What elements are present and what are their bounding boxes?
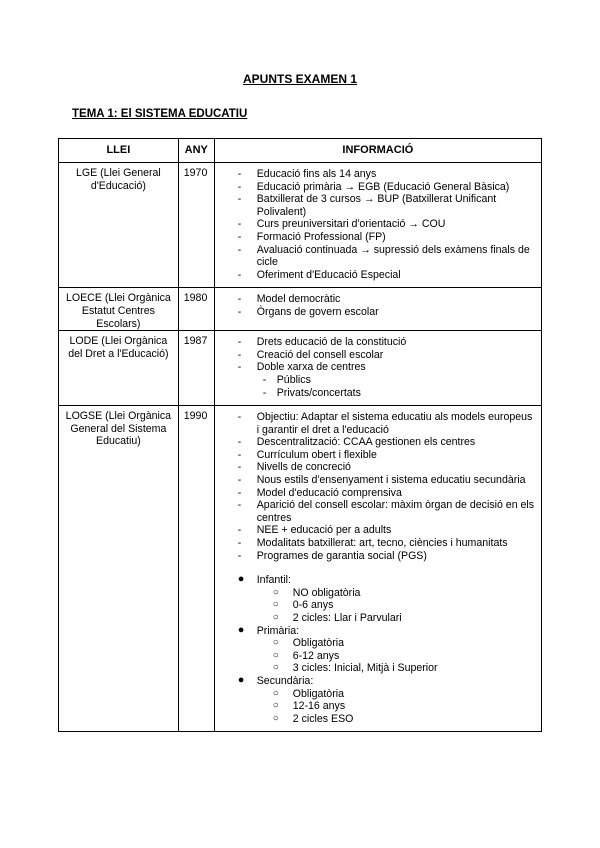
stage-item xyxy=(215,574,537,624)
law-year: 1990 xyxy=(178,406,214,732)
law-info xyxy=(214,406,541,732)
law-info xyxy=(214,288,541,331)
info-list xyxy=(215,168,537,281)
bullet-icon: ● xyxy=(237,673,245,686)
stage-detail: ○ 6-12 anys xyxy=(272,649,340,662)
law-year: 1987 xyxy=(178,331,214,406)
stage-name: Infantil: xyxy=(256,574,291,587)
list-item: - Nous estils d'ensenyament i sistema educatiu secundària xyxy=(237,474,526,487)
table-row xyxy=(59,288,542,331)
stage-detail: ○ 12-16 anys xyxy=(272,700,346,713)
list-item: - Currículum obert i flexible xyxy=(237,448,377,461)
list-item: - Òrgans de govern escolar xyxy=(237,305,379,318)
list-item: - Avaluació continuada → supressió dels exàmens finals de cicle xyxy=(237,243,530,269)
info-list xyxy=(215,293,537,318)
table-header-row xyxy=(59,139,542,163)
list-item: - Doble xarxa de centres xyxy=(237,361,366,374)
law-name: LOGSE (Llei Orgànica General del Sistema Educatiu) xyxy=(59,406,179,732)
stage-detail: ○ NO obligatòria xyxy=(272,586,361,599)
stage-detail: ○ 2 cicles ESO xyxy=(272,712,354,725)
column-header-informacio: INFORMACIÓ xyxy=(214,139,541,163)
law-year: 1970 xyxy=(178,163,214,288)
law-name: LODE (Llei Orgànica del Dret a l'Educació) xyxy=(59,331,179,406)
list-item: - Oferiment d'Educació Especial xyxy=(237,268,401,281)
stage-name: Primària: xyxy=(256,624,300,637)
column-header-llei: LLEI xyxy=(59,139,179,163)
list-item: - Nivells de concreció xyxy=(237,461,351,474)
stage-details xyxy=(215,688,537,726)
stage-details xyxy=(215,587,537,625)
list-item: - Educació primària → EGB (Educació General Bàsica) xyxy=(237,180,510,193)
bullet-icon: ● xyxy=(237,573,245,586)
sub-list-item: - Públics xyxy=(262,373,311,386)
list-item: - Drets educació de la constitució xyxy=(237,336,407,349)
info-list xyxy=(215,411,537,562)
column-header-any: ANY xyxy=(178,139,214,163)
law-info xyxy=(214,163,541,288)
list-item: - Creació del consell escolar xyxy=(237,348,384,361)
sub-list xyxy=(215,374,537,399)
list-item: - Programes de garantia social (PGS) xyxy=(237,549,427,562)
laws-table xyxy=(58,138,542,732)
stages-list xyxy=(215,574,537,725)
stage-detail: ○ Obligatòria xyxy=(272,637,344,650)
list-item: - Curs preuniversitari d'orientació → COU xyxy=(237,218,446,231)
law-info xyxy=(214,331,541,406)
table-row xyxy=(59,406,542,732)
law-name: LOECE (Llei Orgànica Estatut Centres Escolars) xyxy=(59,288,179,331)
stage-item xyxy=(215,625,537,675)
stage-detail: ○ 0-6 anys xyxy=(272,599,334,612)
section-title: TEMA 1: El SISTEMA EDUCATIU xyxy=(72,108,248,120)
list-item: - Objectiu: Adaptar el sistema educatiu als models europeus i garantir el dret a l'educació xyxy=(237,411,533,436)
list-item: - Modalitats batxillerat: art, tecno, ciències i humanitats xyxy=(237,537,508,550)
stage-detail: ○ Obligatòria xyxy=(272,687,344,700)
stage-item xyxy=(215,675,537,725)
bullet-icon: ● xyxy=(237,623,245,636)
sub-list-item: - Privats/concertats xyxy=(262,386,361,399)
list-item: - Model democràtic xyxy=(237,293,341,306)
stage-name: Secundària: xyxy=(256,674,314,687)
stage-detail: ○ 3 cicles: Inicial, Mitjà i Superior xyxy=(272,662,438,675)
table-row xyxy=(59,163,542,288)
info-list xyxy=(215,336,537,374)
list-item: - Descentralització: CCAA gestionen els centres xyxy=(237,436,476,449)
list-item: - Model d'educació comprensiva xyxy=(237,486,402,499)
law-name: LGE (Llei General d'Educació) xyxy=(59,163,179,288)
law-year: 1980 xyxy=(178,288,214,331)
list-item: - Educació fins als 14 anys xyxy=(237,168,377,180)
stage-details xyxy=(215,637,537,675)
list-item: - NEE + educació per a adults xyxy=(237,524,392,537)
stage-detail: ○ 2 cicles: Llar i Parvulari xyxy=(272,612,402,624)
table-row xyxy=(59,331,542,406)
list-item: - Formació Professional (FP) xyxy=(237,230,386,243)
document-title: APUNTS EXAMEN 1 xyxy=(242,72,358,86)
list-item: - Batxillerat de 3 cursos → BUP (Batxillerat Unificant Polivalent) xyxy=(237,193,497,218)
list-item: - Aparició del consell escolar: màxim òrgan de decisió en els centres xyxy=(237,499,535,524)
